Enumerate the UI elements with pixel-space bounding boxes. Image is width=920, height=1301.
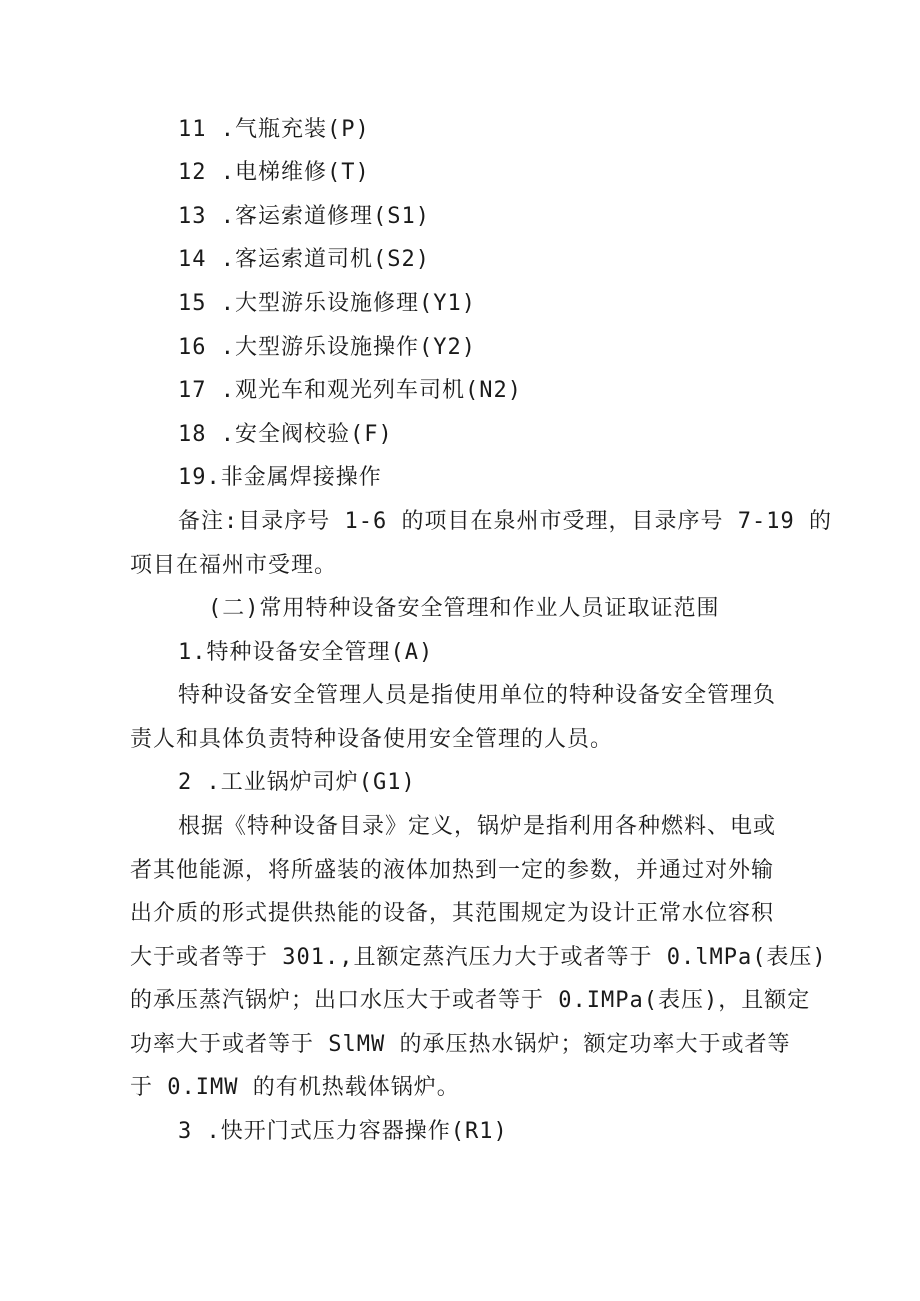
item-a-line-1: 特种设备安全管理人员是指使用单位的特种设备安全管理负 [178, 683, 777, 708]
item-g1-line: 出介质的形式提供热能的设备，其范围规定为设计正常水位容积 [130, 901, 775, 926]
item-g1-line: 大于或者等于 301.,且额定蒸汽压力大于或者等于 0.lMPa(表压) [130, 945, 827, 970]
item-g1-line: 者其他能源，将所盛装的液体加热到一定的参数，并通过对外输 [130, 858, 775, 883]
item-g1-line: 的承压蒸汽锅炉；出口水压大于或者等于 0.IMPa(表压)，且额定 [130, 988, 811, 1013]
list-item: 16 .大型游乐设施操作(Y2) [178, 335, 476, 360]
note-line-2: 项目在福州市受理。 [130, 553, 338, 578]
list-item: 12 .电梯维修(T) [178, 160, 370, 185]
item-g1-line: 于 0.IMW 的有机热载体锅炉。 [130, 1075, 460, 1100]
list-item: 13 .客运索道修理(S1) [178, 204, 430, 229]
list-item: 19.非金属焊接操作 [178, 465, 382, 490]
list-item: 14 .客运索道司机(S2) [178, 247, 430, 272]
list-item: 17 .观光车和观光列车司机(N2) [178, 378, 522, 403]
list-item: 15 .大型游乐设施修理(Y1) [178, 291, 476, 316]
note-line-1: 备注:目录序号 1-6 的项目在泉州市受理，目录序号 7-19 的 [178, 509, 832, 534]
list-item: 11 .气瓶充装(P) [178, 117, 370, 142]
list-item: 18 .安全阀校验(F) [178, 422, 393, 447]
item-g1-line: 根据《特种设备目录》定义，锅炉是指利用各种燃料、电或 [178, 814, 777, 839]
item-a-line-2: 责人和具体负责特种设备使用安全管理的人员。 [130, 727, 614, 752]
item-a-title: 1.特种设备安全管理(A) [178, 640, 434, 665]
item-g1-title: 2 .工业锅炉司炉(G1) [178, 770, 416, 795]
item-g1-line: 功率大于或者等于 SlMW 的承压热水锅炉；额定功率大于或者等 [130, 1032, 791, 1057]
item-r1-title: 3 .快开门式压力容器操作(R1) [178, 1119, 508, 1144]
section-heading: (二)常用特种设备安全管理和作业人员证取证范围 [208, 596, 720, 621]
